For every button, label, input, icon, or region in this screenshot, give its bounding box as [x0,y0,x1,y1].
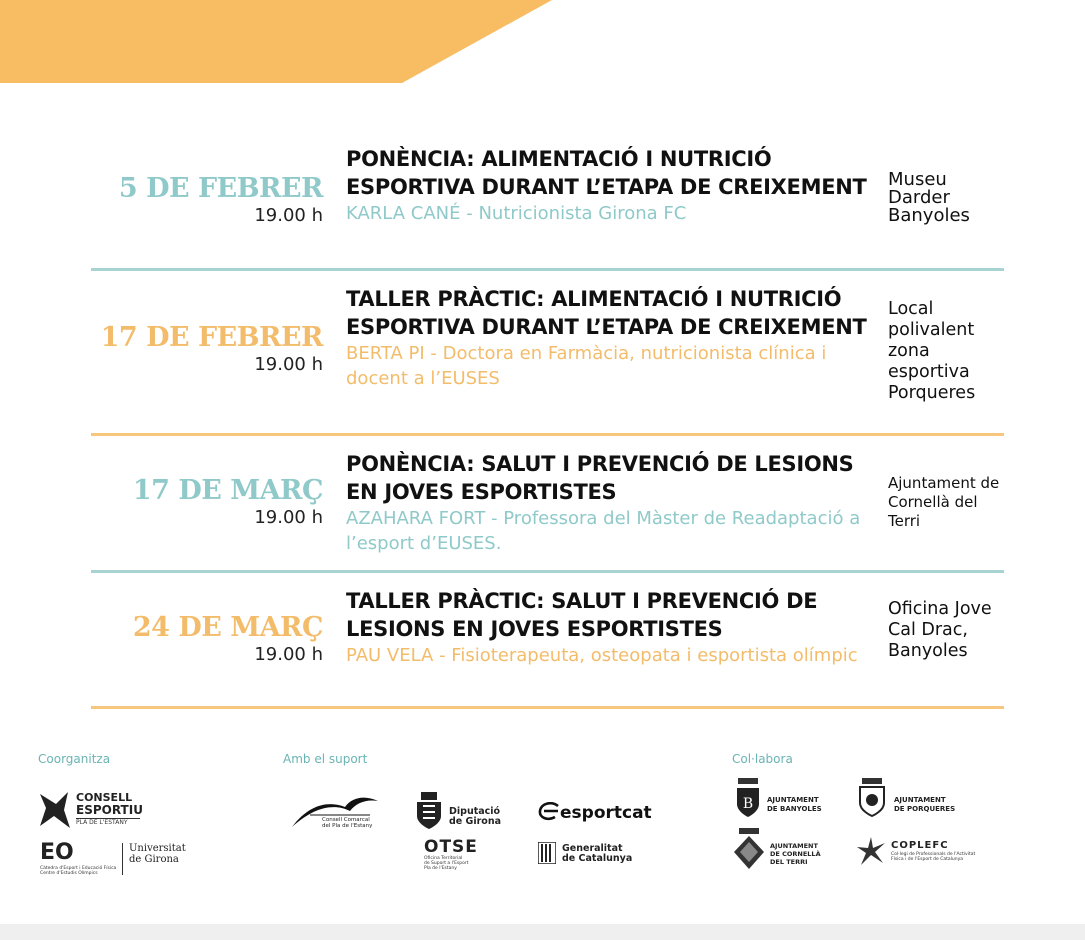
coat-of-arms-icon [858,778,886,818]
header-banner [0,0,1085,85]
star-burst-icon [855,835,887,867]
event-date: 24 DE MARÇ [132,612,323,643]
event-date: 17 DE MARÇ [132,475,323,506]
coat-of-arms-icon [733,828,765,870]
event-title: PONÈNCIA: ALIMENTACIÓ I NUTRICIÓ ESPORTIVA DURANT L’ETAPA DE CREIXEMENT [346,147,867,199]
event-time: 19.00 h [254,354,323,375]
separator [91,570,1004,573]
event-speaker: AZAHARA FORT - Professora del Màster de Readaptació a l’esport d’EUSES. [346,508,861,554]
consell-comarcal-logo: Consell Comarcal del Pla de l'Estany [290,793,380,843]
diputacio-logo: Diputació de Girona [415,792,505,832]
event-date: 17 DE FEBRER [100,322,323,353]
eo-logo: EO Càtedra d'Esport i Educació Física Centre d'Estudis Olímpics [40,840,117,876]
event-place: Ajuntament de Cornellà del Terri [888,474,1000,530]
runner-icon [38,790,72,830]
udg-logo: Universitat de Girona [122,843,189,875]
event-speaker: PAU VELA - Fisioterapeuta, osteopata i esportista olímpic [346,645,858,666]
event-title: TALLER PRÀCTIC: ALIMENTACIÓ I NUTRICIÓ ESPORTIVA DURANT L’ETAPA DE CREIXEMENT [346,287,867,339]
esportcat-swirl-icon [538,802,560,822]
separator [91,268,1004,271]
event-speaker: KARLA CANÉ - Nutricionista Girona FC [346,203,687,224]
footer-bar [0,924,1085,940]
coat-of-arms-icon [415,792,443,830]
event-place: Local polivalent zona esportiva Porqueres [888,299,976,403]
senyera-icon [538,842,556,864]
consell-esportiu-logo: CONSELL ESPORTIU PLA DE L'ESTANY [38,790,148,832]
suport-label: Amb el suport [283,752,368,766]
cornella-logo: AJUNTAMENT DE CORNELLÀ DEL TERRI [733,828,833,872]
porqueres-logo: AJUNTAMENT DE PORQUERES [858,778,968,820]
event-place: Museu Darder Banyoles [888,169,970,226]
event-speaker: BERTA PI - Doctora en Farmàcia, nutricionista clínica i docent a l’EUSES [346,343,827,389]
otse-logo: OTSE Oficina Territorial de Suport a l'Esport Pla de l'Estany [424,837,478,871]
separator [91,706,1004,709]
event-time: 19.00 h [254,507,323,528]
banyoles-logo: B AJUNTAMENT DE BANYOLES [735,778,835,820]
event-time: 19.00 h [254,205,323,226]
coat-of-arms-icon [735,778,761,818]
sponsor-section [0,745,1085,895]
event-place: Oficina Jove Cal Drac, Banyoles [888,599,992,661]
event-date: 5 DE FEBRER [118,173,323,204]
coplefc-logo: COPLEFC Col·legi de Professionals de l'Activitat Física i de l'Esport de Catalunya [855,835,980,869]
separator [91,433,1004,436]
collabora-label: Col·labora [732,752,793,766]
event-title: TALLER PRÀCTIC: SALUT I PREVENCIÓ DE LESIONS EN JOVES ESPORTISTES [346,589,818,641]
event-title: PONÈNCIA: SALUT I PREVENCIÓ DE LESIONS EN JOVES ESPORTISTES [346,452,854,504]
event-time: 19.00 h [254,644,323,665]
svg-text:B: B [742,796,754,812]
generalitat-logo: Generalitat de Catalunya [538,842,638,866]
esportcat-logo: esportcat [538,802,658,828]
coorganitza-label: Coorganitza [38,752,111,766]
